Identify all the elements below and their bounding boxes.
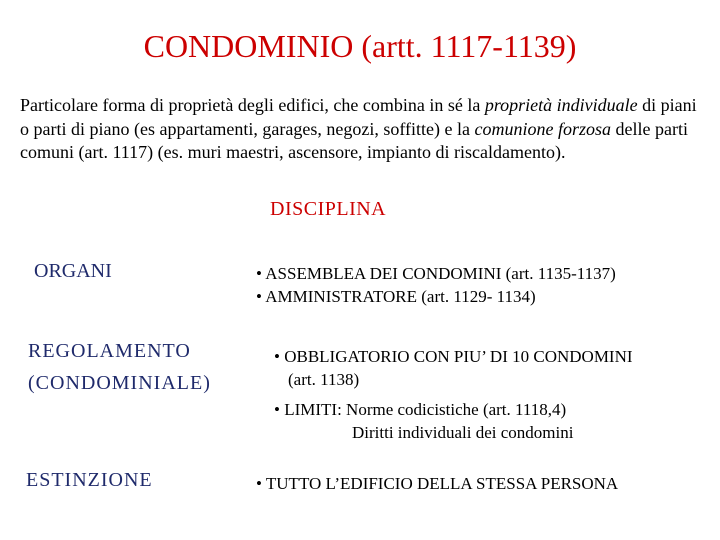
estinzione-item-stessa-persona: • TUTTO L’EDIFICIO DELLA STESSA PERSONA [256, 474, 619, 493]
regolamento-item-diritti: Diritti individuali dei condomini [352, 423, 574, 442]
discipline-heading: DISCIPLINA [270, 198, 387, 220]
organi-label: ORGANI [34, 260, 112, 282]
organi-item-assemblea: • ASSEMBLEA DEI CONDOMINI (art. 1135-1137) [256, 264, 616, 283]
page-title: CONDOMINIO (artt. 1117-1139) [143, 28, 577, 64]
intro-paragraph [20, 94, 710, 165]
regolamento-item-art-1138: (art. 1138) [288, 370, 360, 389]
intro-text-2: di piani o parti di piano (es appartamenti, garages, negozi, soffitte) e la [20, 95, 697, 139]
intro-text-3: delle parti comuni (art. 1117) (es. muri maestri, ascensore, impianto di riscaldamento). [20, 118, 688, 162]
regolamento-label-line2: (CONDOMINIALE) [28, 372, 211, 394]
intro-emphasis-1: proprietà individuale [484, 95, 638, 115]
intro-text-1: Particolare forma di proprietà degli edifici, che combina in sé la [20, 95, 485, 115]
regolamento-item-limiti: • LIMITI: Norme codicistiche (art. 1118,4) [274, 400, 567, 419]
organi-item-amministratore: • AMMINISTRATORE (art. 1129- 1134) [256, 287, 536, 306]
intro-emphasis-2: comunione forzosa [474, 118, 611, 139]
regolamento-label-line1: REGOLAMENTO [28, 340, 191, 362]
regolamento-item-obbligatorio: • OBBLIGATORIO CON PIU’ DI 10 CONDOMINI [274, 347, 633, 366]
estinzione-label: ESTINZIONE [26, 469, 153, 491]
